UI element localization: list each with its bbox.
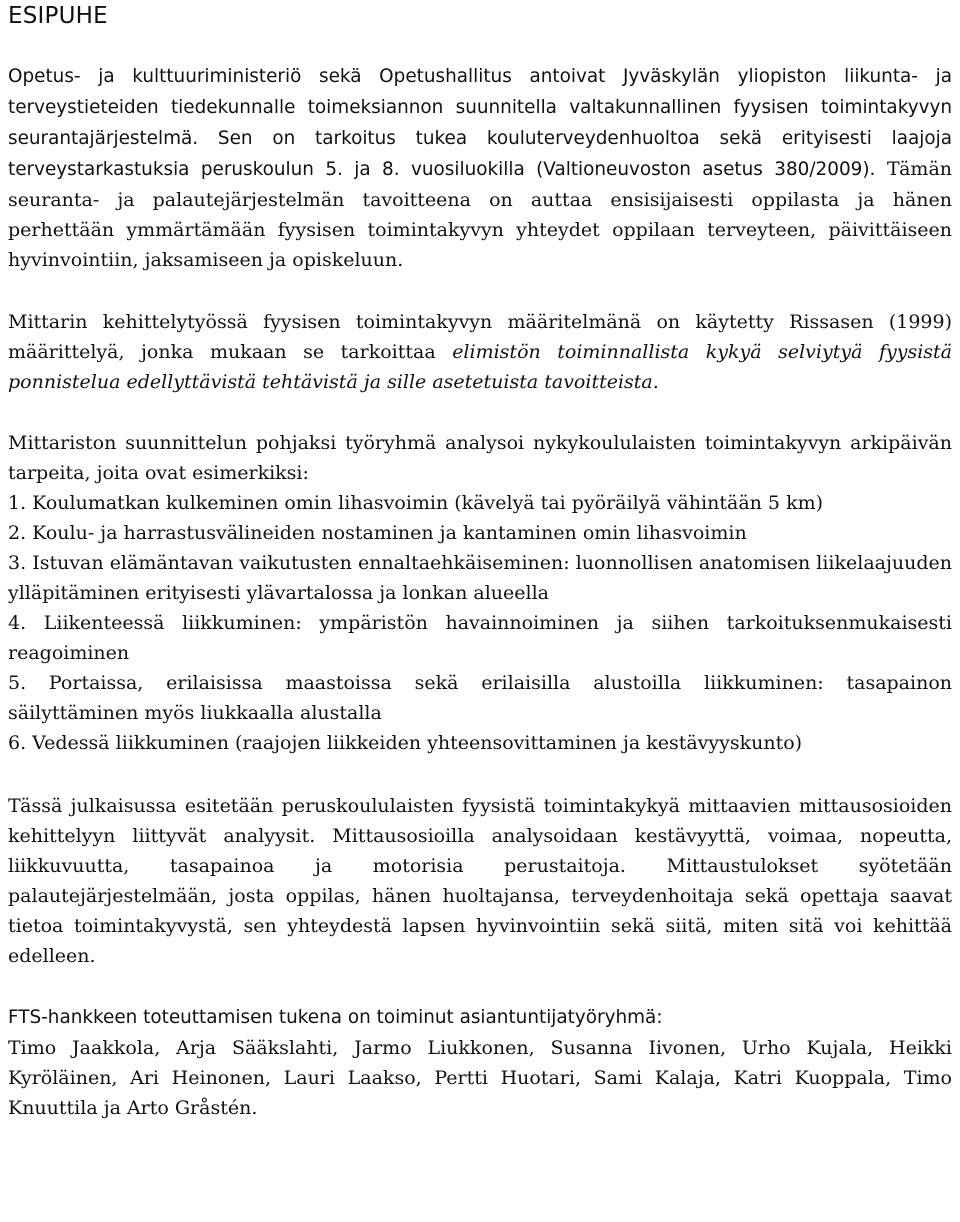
paragraph-publication: Tässä julkaisussa esitetään peruskoululaisten fyysistä toimintakykyä mittaavien mittausosioiden kehittelyyn liittyvät analyysit. Mittausosioilla analysoidaan kestävyyttä, voimaa, nopeutta, liikkuvuutta, tasapainoa ja motorisia perustaitoja. Mittaustulokset syötetään palautejärjestelmään, josta oppilas, hänen huoltajansa, terveydenhoitaja sekä opettaja saavat tietoa toimintakyvystä, sen yhteydestä lapsen hyvinvointiin sekä siitä, miten sitä voi kehittää edelleen. (8, 795, 952, 967)
paragraph-team (8, 1003, 952, 1123)
definition-italic: elimistön toiminnallista kykyä selviytyä fyysistä ponnistelua edellyttävistä tehtävistä ja sille asetetuista tavoitteista. (8, 341, 952, 393)
definition-text: Mittarin kehittelytyössä fyysisen toimintakyvyn määritelmänä on käytetty Rissasen (1999) määrittelyä, jonka mukaan se tarkoittaa (8, 311, 952, 363)
team-title: FTS-hankkeen toteuttamisen tukena on toiminut asiantuntijatyöryhmä: (8, 1007, 663, 1028)
list-item: 5. Portaissa, erilaisissa maastoissa sekä erilaisilla alustoilla liikkuminen: tasapainon säilyttäminen myös liukkaalla alustalla (8, 672, 952, 724)
paragraph-needs (8, 428, 952, 758)
paragraph-definition (8, 307, 952, 397)
page-title: ESIPUHE (8, 3, 108, 29)
paragraph-intro (8, 61, 952, 275)
intro-sans-text: Opetus- ja kulttuuriministeriö sekä Opetushallitus antoivat Jyväskylän yliopiston liikunta- ja terveystieteiden tiedekunnalle toimeksiannon suunnitella valtakunnallinen fyysisen toimintakyvyn seurantajärjestelmä. Sen on tarkoitus tukea kouluterveydenhuoltoa sekä erityisesti laajoja terveystarkastuksia peruskoulun 5. ja 8. vuosiluokilla (Valtioneuvoston asetus 380/2009). (8, 66, 952, 180)
list-item: 2. Koulu- ja harrastusvälineiden nostaminen ja kantaminen omin lihasvoimin (8, 522, 747, 544)
needs-intro: Mittariston suunnittelun pohjaksi työryhmä analysoi nykykoululaisten toimintakyvyn arkipäivän tarpeita, joita ovat esimerkiksi: (8, 432, 952, 484)
list-item: 4. Liikenteessä liikkuminen: ympäristön havainnoiminen ja siihen tarkoituksenmukaisesti reagoiminen (8, 612, 952, 664)
team-members: Timo Jaakkola, Arja Sääkslahti, Jarmo Liukkonen, Susanna Iivonen, Urho Kujala, Heikki Kyröläinen, Ari Heinonen, Lauri Laakso, Pertti Huotari, Sami Kalaja, Katri Kuoppala, Timo Knuuttila ja Arto Gråstén. (8, 1037, 952, 1119)
list-item: 1. Koulumatkan kulkeminen omin lihasvoimin (kävelyä tai pyöräilyä vähintään 5 km) (8, 492, 824, 514)
needs-list (8, 488, 952, 758)
list-item: 3. Istuvan elämäntavan vaikutusten ennaltaehkäiseminen: luonnollisen anatomisen liikelaajuuden ylläpitäminen erityisesti ylävartalossa ja lonkan alueella (8, 552, 952, 604)
intro-serif-text: Tämän seuranta- ja palautejärjestelmän tavoitteena on auttaa ensisijaisesti oppilasta ja hänen perhettään ymmärtämään fyysisen toimintakyvyn yhteydet oppilaan terveyteen, päivittäiseen hyvinvointiin, jaksamiseen ja opiskeluun. (8, 158, 953, 271)
list-item: 6. Vedessä liikkuminen (raajojen liikkeiden yhteensovittaminen ja kestävyyskunto) (8, 732, 803, 754)
